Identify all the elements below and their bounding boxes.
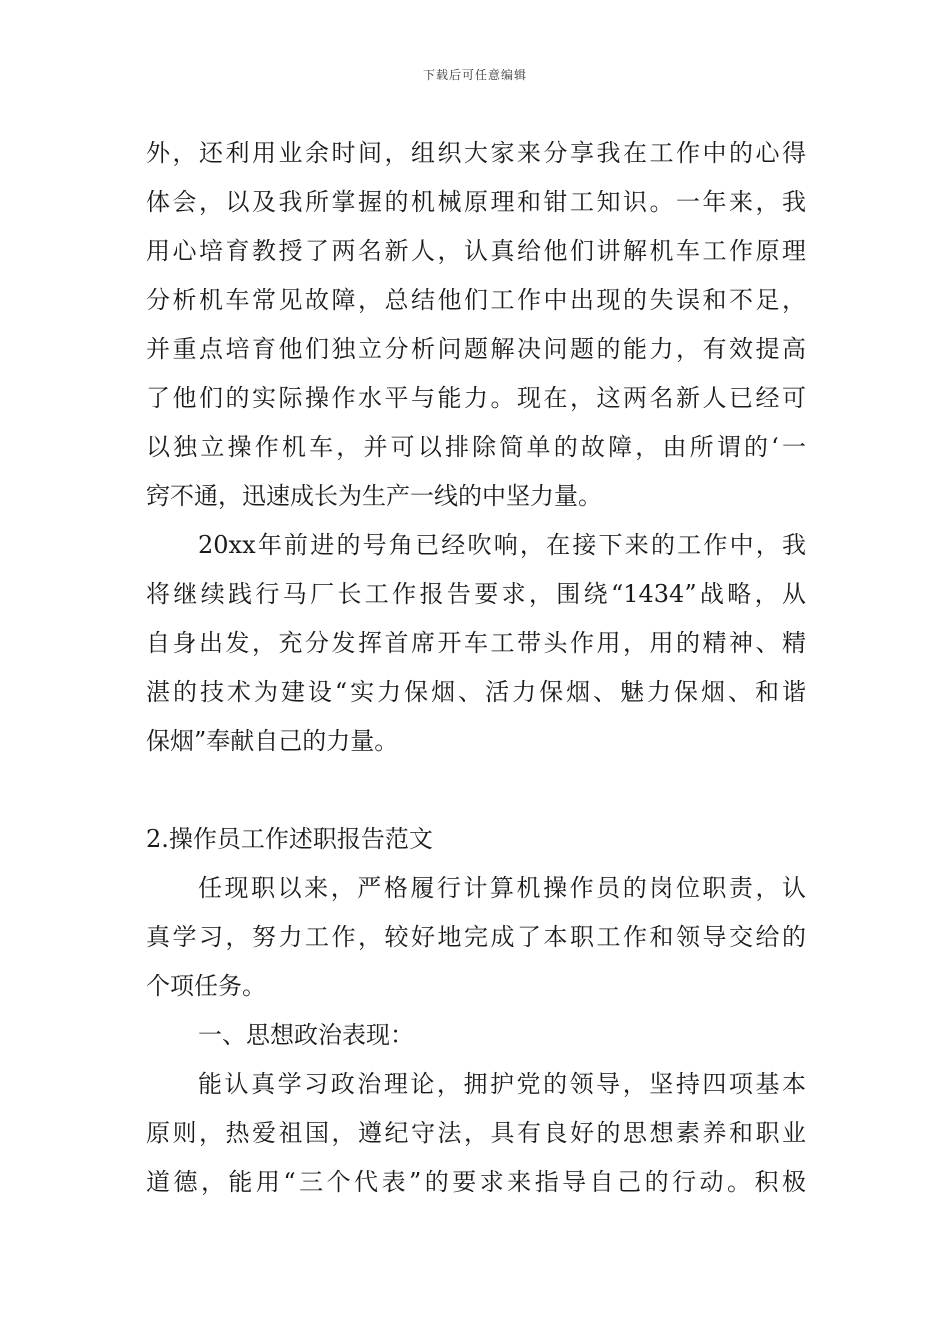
subheading — [146, 1011, 806, 1060]
text-line: 能认真学习政治理论，拥护党的领导，坚持四项基本 — [198, 1070, 806, 1098]
text-line: 分析机车常见故障，总结他们工作中出现的失误和不足， — [146, 286, 806, 314]
text-line: 了他们的实际操作水平与能力。现在，这两名新人已经可 — [146, 384, 806, 412]
document-body — [146, 129, 806, 1207]
paragraph — [146, 521, 806, 766]
heading-text: 2.操作员工作述职报告范文 — [146, 825, 433, 853]
text-line: 道德，能用“三个代表”的要求来指导自己的行动。积极 — [146, 1168, 806, 1196]
section-heading — [146, 815, 806, 864]
text-line: 20xx年前进的号角已经吹响，在接下来的工作中，我 — [198, 531, 806, 559]
text-line: 个项任务。 — [146, 972, 266, 1000]
blank-line — [146, 766, 806, 815]
text-line: 任现职以来，严格履行计算机操作员的岗位职责，认 — [198, 874, 806, 902]
text-line: 窍不通，迅速成长为生产一线的中坚力量。 — [146, 482, 602, 510]
text-line: 以独立操作机车，并可以排除简单的故障，由所谓的‘一 — [146, 433, 806, 461]
text-line: 用心培育教授了两名新人，认真给他们讲解机车工作原理 — [146, 237, 806, 265]
text-line: 将继续践行马厂长工作报告要求，围绕“1434”战略，从 — [146, 580, 806, 608]
text-line: 体会，以及我所掌握的机械原理和钳工知识。一年来，我 — [146, 188, 806, 216]
text-line: 外，还利用业余时间，组织大家来分享我在工作中的心得 — [146, 139, 806, 167]
text-line: 真学习，努力工作，较好地完成了本职工作和领导交给的 — [146, 923, 806, 951]
text-line: 保烟”奉献自己的力量。 — [146, 727, 399, 755]
page-header: 下载后可任意编辑 — [422, 68, 527, 82]
subheading-text: 一、思想政治表现： — [198, 1021, 414, 1049]
text-line: 自身出发，充分发挥首席开车工带头作用，用的精神、精 — [146, 629, 806, 657]
paragraph — [146, 1060, 806, 1207]
paragraph — [146, 129, 806, 521]
paragraph — [146, 864, 806, 1011]
text-line: 原则，热爱祖国，遵纪守法，具有良好的思想素养和职业 — [146, 1119, 806, 1147]
text-line: 湛的技术为建设“实力保烟、活力保烟、魅力保烟、和谐 — [146, 678, 806, 706]
text-line: 并重点培育他们独立分析问题解决问题的能力，有效提高 — [146, 335, 806, 363]
